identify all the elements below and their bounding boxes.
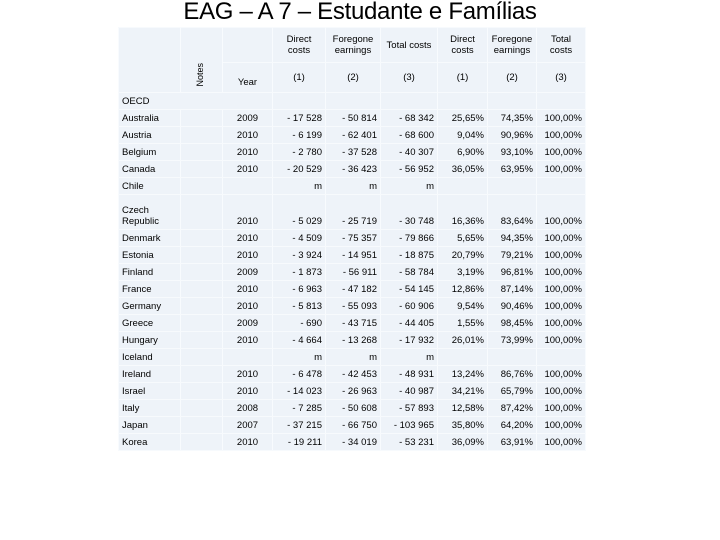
direct-cell: - 2 780: [273, 144, 326, 161]
direct-cell: - 1 873: [273, 264, 326, 281]
direct-cell: - 5 813: [273, 298, 326, 315]
direct-pct-cell: 16,36%: [438, 195, 488, 230]
total-pct-cell: 100,00%: [537, 110, 586, 127]
foregone-cell: - 43 715: [326, 315, 381, 332]
direct-cell: - 7 285: [273, 400, 326, 417]
direct-pct-cell: 12,58%: [438, 400, 488, 417]
direct-pct-cell: [438, 178, 488, 195]
foregone-cell: - 42 453: [326, 366, 381, 383]
direct-pct-cell: 12,86%: [438, 281, 488, 298]
direct-pct-cell: 25,65%: [438, 110, 488, 127]
total-cell: - 40 307: [381, 144, 438, 161]
year-cell: 2007: [223, 417, 273, 434]
header-num-1: (1): [273, 63, 326, 93]
foregone-cell: - 56 911: [326, 264, 381, 281]
header-foregone-earnings: Foregone earnings: [326, 28, 381, 63]
notes-cell: [181, 383, 223, 400]
total-cell: - 58 784: [381, 264, 438, 281]
year-cell: 2010: [223, 281, 273, 298]
foregone-cell: - 25 719: [326, 195, 381, 230]
country-cell: Korea: [119, 434, 181, 451]
total-pct-cell: 100,00%: [537, 247, 586, 264]
table-row: [119, 383, 586, 400]
foregone-pct-cell: 73,99%: [488, 332, 537, 349]
total-cell: - 48 931: [381, 366, 438, 383]
direct-pct-cell: 35,80%: [438, 417, 488, 434]
notes-cell: [181, 144, 223, 161]
total-pct-cell: 100,00%: [537, 230, 586, 247]
notes-cell: [181, 315, 223, 332]
year-cell: 2009: [223, 315, 273, 332]
table-row: [119, 264, 586, 281]
header-total-costs-pct: Total costs: [537, 28, 586, 63]
total-cell: - 103 965: [381, 417, 438, 434]
table-row: [119, 366, 586, 383]
total-cell: - 53 231: [381, 434, 438, 451]
foregone-pct-cell: [488, 178, 537, 195]
header-total-costs: Total costs: [381, 28, 438, 63]
header-num-3-pct: (3): [537, 63, 586, 93]
direct-cell: - 20 529: [273, 161, 326, 178]
total-cell: - 68 600: [381, 127, 438, 144]
foregone-cell: - 13 268: [326, 332, 381, 349]
direct-cell: m: [273, 349, 326, 366]
direct-cell: - 6 199: [273, 127, 326, 144]
notes-label: Notes: [195, 63, 205, 87]
country-cell: Chile: [119, 178, 181, 195]
foregone-cell: - 75 357: [326, 230, 381, 247]
total-pct-cell: 100,00%: [537, 417, 586, 434]
foregone-pct-cell: 86,76%: [488, 366, 537, 383]
foregone-pct-cell: 90,46%: [488, 298, 537, 315]
total-pct-cell: 100,00%: [537, 161, 586, 178]
foregone-pct-cell: 87,42%: [488, 400, 537, 417]
foregone-pct-cell: 63,95%: [488, 161, 537, 178]
foregone-cell: m: [326, 349, 381, 366]
country-cell: France: [119, 281, 181, 298]
country-cell: Italy: [119, 400, 181, 417]
direct-cell: - 4 509: [273, 230, 326, 247]
table-row: [119, 400, 586, 417]
total-cell: - 68 342: [381, 110, 438, 127]
notes-cell: [181, 417, 223, 434]
total-cell: m: [381, 178, 438, 195]
country-cell: Denmark: [119, 230, 181, 247]
country-cell: Austria: [119, 127, 181, 144]
total-cell: - 18 875: [381, 247, 438, 264]
year-cell: 2010: [223, 434, 273, 451]
empty-cell: [488, 93, 537, 110]
direct-pct-cell: 9,54%: [438, 298, 488, 315]
table-row: [119, 195, 586, 230]
table-row: [119, 247, 586, 264]
country-cell: Australia: [119, 110, 181, 127]
total-cell: - 44 405: [381, 315, 438, 332]
foregone-pct-cell: [488, 349, 537, 366]
table-row: [119, 332, 586, 349]
foregone-cell: - 66 750: [326, 417, 381, 434]
direct-pct-cell: 6,90%: [438, 144, 488, 161]
year-cell: 2010: [223, 144, 273, 161]
total-pct-cell: 100,00%: [537, 434, 586, 451]
country-cell: Canada: [119, 161, 181, 178]
direct-cell: - 6 478: [273, 366, 326, 383]
country-cell: Greece: [119, 315, 181, 332]
direct-cell: - 37 215: [273, 417, 326, 434]
year-cell: 2010: [223, 383, 273, 400]
total-pct-cell: 100,00%: [537, 332, 586, 349]
direct-pct-cell: 5,65%: [438, 230, 488, 247]
direct-pct-cell: 36,09%: [438, 434, 488, 451]
table-row: [119, 178, 586, 195]
year-cell: 2010: [223, 195, 273, 230]
table-row: [119, 417, 586, 434]
foregone-pct-cell: 87,14%: [488, 281, 537, 298]
table-row: [119, 434, 586, 451]
header-year: Year: [223, 63, 273, 93]
total-cell: - 54 145: [381, 281, 438, 298]
year-cell: [223, 349, 273, 366]
direct-cell: m: [273, 178, 326, 195]
country-cell: Belgium: [119, 144, 181, 161]
country-cell: Ireland: [119, 366, 181, 383]
total-pct-cell: 100,00%: [537, 366, 586, 383]
header-direct-costs: Direct costs: [273, 28, 326, 63]
foregone-pct-cell: 96,81%: [488, 264, 537, 281]
total-cell: - 60 906: [381, 298, 438, 315]
foregone-pct-cell: 90,96%: [488, 127, 537, 144]
notes-cell: [181, 230, 223, 247]
country-cell: Japan: [119, 417, 181, 434]
notes-cell: [181, 247, 223, 264]
direct-pct-cell: 26,01%: [438, 332, 488, 349]
year-cell: 2010: [223, 161, 273, 178]
table-row: [119, 127, 586, 144]
direct-pct-cell: 36,05%: [438, 161, 488, 178]
notes-cell: [181, 349, 223, 366]
notes-cell: [181, 161, 223, 178]
header-year-blank: [223, 28, 273, 63]
total-pct-cell: [537, 349, 586, 366]
year-cell: 2009: [223, 264, 273, 281]
notes-cell: [181, 400, 223, 417]
notes-cell: [181, 434, 223, 451]
total-pct-cell: 100,00%: [537, 195, 586, 230]
header-direct-costs-pct: Direct costs: [438, 28, 488, 63]
year-cell: 2010: [223, 366, 273, 383]
direct-pct-cell: 3,19%: [438, 264, 488, 281]
direct-cell: - 14 023: [273, 383, 326, 400]
notes-cell: [181, 281, 223, 298]
total-cell: - 30 748: [381, 195, 438, 230]
notes-cell: [181, 298, 223, 315]
header-num-3: (3): [381, 63, 438, 93]
foregone-pct-cell: 93,10%: [488, 144, 537, 161]
total-pct-cell: 100,00%: [537, 298, 586, 315]
foregone-cell: - 47 182: [326, 281, 381, 298]
year-cell: 2009: [223, 110, 273, 127]
table-row: [119, 230, 586, 247]
empty-cell: [537, 93, 586, 110]
foregone-pct-cell: 64,20%: [488, 417, 537, 434]
direct-pct-cell: 20,79%: [438, 247, 488, 264]
country-cell: Estonia: [119, 247, 181, 264]
total-pct-cell: 100,00%: [537, 127, 586, 144]
total-cell: m: [381, 349, 438, 366]
foregone-cell: - 34 019: [326, 434, 381, 451]
total-pct-cell: 100,00%: [537, 400, 586, 417]
table-row: [119, 110, 586, 127]
direct-cell: - 6 963: [273, 281, 326, 298]
foregone-cell: - 62 401: [326, 127, 381, 144]
foregone-cell: - 50 608: [326, 400, 381, 417]
foregone-pct-cell: 98,45%: [488, 315, 537, 332]
empty-cell: [438, 93, 488, 110]
total-pct-cell: 100,00%: [537, 315, 586, 332]
total-pct-cell: 100,00%: [537, 264, 586, 281]
year-cell: 2010: [223, 298, 273, 315]
foregone-pct-cell: 63,91%: [488, 434, 537, 451]
total-pct-cell: 100,00%: [537, 144, 586, 161]
table-row: [119, 315, 586, 332]
total-pct-cell: [537, 178, 586, 195]
group-row-oecd: [119, 93, 586, 110]
foregone-pct-cell: 83,64%: [488, 195, 537, 230]
country-cell: Finland: [119, 264, 181, 281]
direct-pct-cell: 34,21%: [438, 383, 488, 400]
foregone-pct-cell: 74,35%: [488, 110, 537, 127]
header-notes-cell: [181, 28, 223, 93]
notes-cell: [181, 332, 223, 349]
foregone-cell: - 14 951: [326, 247, 381, 264]
group-label: OECD: [119, 93, 273, 110]
country-cell: Israel: [119, 383, 181, 400]
total-cell: - 79 866: [381, 230, 438, 247]
direct-pct-cell: 9,04%: [438, 127, 488, 144]
total-cell: - 57 893: [381, 400, 438, 417]
header-foregone-earnings-pct: Foregone earnings: [488, 28, 537, 63]
header-num-1-pct: (1): [438, 63, 488, 93]
direct-cell: - 17 528: [273, 110, 326, 127]
notes-cell: [181, 195, 223, 230]
page-title: EAG – A 7 – Estudante e Famílias: [183, 0, 537, 25]
direct-cell: - 19 211: [273, 434, 326, 451]
header-row-labels: [119, 28, 586, 63]
year-cell: 2010: [223, 332, 273, 349]
header-country-cell: [119, 28, 181, 93]
direct-cell: - 5 029: [273, 195, 326, 230]
foregone-pct-cell: 65,79%: [488, 383, 537, 400]
foregone-cell: - 36 423: [326, 161, 381, 178]
foregone-cell: - 50 814: [326, 110, 381, 127]
notes-cell: [181, 366, 223, 383]
notes-cell: [181, 127, 223, 144]
country-cell: Czech Republic: [119, 195, 181, 230]
foregone-cell: - 26 963: [326, 383, 381, 400]
year-cell: 2010: [223, 230, 273, 247]
empty-cell: [381, 93, 438, 110]
total-cell: - 17 932: [381, 332, 438, 349]
header-num-2-pct: (2): [488, 63, 537, 93]
total-pct-cell: 100,00%: [537, 383, 586, 400]
table-row: [119, 349, 586, 366]
table-row: [119, 144, 586, 161]
table-row: [119, 298, 586, 315]
total-cell: - 56 952: [381, 161, 438, 178]
direct-pct-cell: 1,55%: [438, 315, 488, 332]
year-cell: 2010: [223, 247, 273, 264]
empty-cell: [273, 93, 326, 110]
empty-cell: [326, 93, 381, 110]
foregone-cell: m: [326, 178, 381, 195]
foregone-pct-cell: 94,35%: [488, 230, 537, 247]
direct-pct-cell: [438, 349, 488, 366]
foregone-cell: - 37 528: [326, 144, 381, 161]
total-pct-cell: 100,00%: [537, 281, 586, 298]
direct-cell: - 4 664: [273, 332, 326, 349]
notes-cell: [181, 110, 223, 127]
year-cell: 2010: [223, 127, 273, 144]
notes-cell: [181, 178, 223, 195]
year-cell: [223, 178, 273, 195]
foregone-cell: - 55 093: [326, 298, 381, 315]
direct-cell: - 3 924: [273, 247, 326, 264]
cost-table: [118, 27, 586, 451]
direct-pct-cell: 13,24%: [438, 366, 488, 383]
direct-cell: - 690: [273, 315, 326, 332]
foregone-pct-cell: 79,21%: [488, 247, 537, 264]
header-num-2: (2): [326, 63, 381, 93]
total-cell: - 40 987: [381, 383, 438, 400]
country-cell: Iceland: [119, 349, 181, 366]
country-cell: Hungary: [119, 332, 181, 349]
country-cell: Germany: [119, 298, 181, 315]
table-row: [119, 281, 586, 298]
table-row: [119, 161, 586, 178]
notes-cell: [181, 264, 223, 281]
year-cell: 2008: [223, 400, 273, 417]
